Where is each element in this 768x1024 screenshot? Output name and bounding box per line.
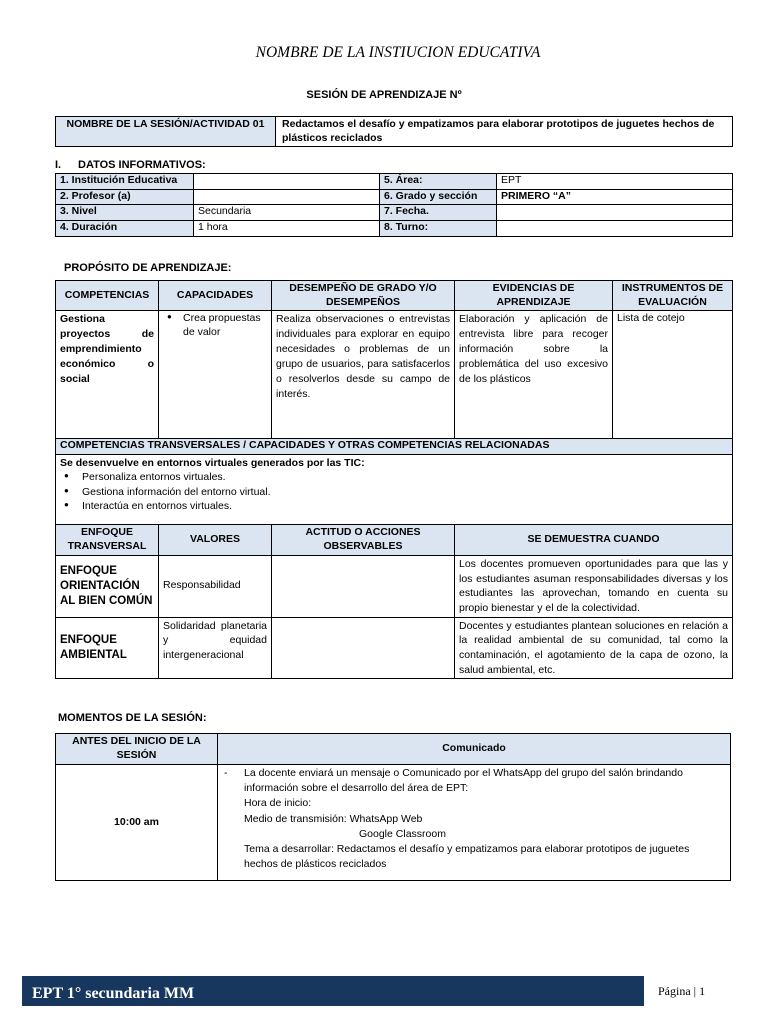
proposito-heading: PROPÓSITO DE APRENDIZAJE: xyxy=(64,262,232,274)
momentos-col2-header: Comunicado xyxy=(218,734,731,765)
momentos-heading: MOMENTOS DE LA SESIÓN: xyxy=(58,712,207,724)
datos-heading: DATOS INFORMATIVOS: xyxy=(78,159,206,171)
transversales-heading: COMPETENCIAS TRANSVERSALES / CAPACIDADES Y OTRAS COMPETENCIAS RELACIONADAS xyxy=(56,439,733,455)
momentos-hora: Hora de inicio: xyxy=(244,797,312,810)
datos-value: 1 hora xyxy=(194,220,380,236)
momentos-time: 10:00 am xyxy=(56,765,218,881)
momentos-medio: Medio de transmisión: WhatsApp Web xyxy=(244,812,423,825)
footer-label: EPT 1° secundaria MM xyxy=(32,985,195,1002)
transversal-item: ● Personaliza entornos virtuales. xyxy=(60,470,728,484)
enfoque-actitud xyxy=(272,617,455,679)
datos-label: 8. Turno: xyxy=(380,220,497,236)
datos-label: 5. Área: xyxy=(380,174,497,190)
datos-value xyxy=(194,189,380,205)
header-competencias: COMPETENCIAS xyxy=(56,281,159,311)
evidencia-cell: Elaboración y aplicación de entrevista libre para recoger información sobre la problemática del uso excesivo de los plásticos xyxy=(455,311,613,439)
momentos-line1: La docente enviará un mensaje o Comunicado por el WhatsApp del grupo del salón brindando información sobre el desarrollo del área de EPT: xyxy=(244,767,683,795)
datos-table xyxy=(55,173,733,237)
proposito-table xyxy=(55,280,733,679)
enfoque-demuestra: Los docentes promueven oportunidades para que las y los estudiantes asuman responsabilidades diversas y los estudiantes las aprovechan, tomando en cuenta su propio bienestar y el de la colectividad. xyxy=(455,555,733,617)
competencia-cell: Gestiona proyectos de emprendimiento económico o social xyxy=(56,311,159,439)
header-instrumentos: INSTRUMENTOS DE EVALUACIÓN xyxy=(613,281,733,311)
datos-label: 6. Grado y sección xyxy=(380,189,497,205)
datos-value xyxy=(194,174,380,190)
enfoque-demuestra: Docentes y estudiantes plantean soluciones en relación a la realidad ambiental de su comunidad, tal como la contaminación, el agotamiento de la capa de ozono, la salud ambiental, etc. xyxy=(455,617,733,679)
header-desempeno: DESEMPEÑO DE GRADO Y/O DESEMPEÑOS xyxy=(272,281,455,311)
page-number: Página | 1 xyxy=(658,984,706,998)
capacidad-cell xyxy=(159,311,272,439)
enfoque-name: ENFOQUE AMBIENTAL xyxy=(56,617,159,679)
header-valores: VALORES xyxy=(159,524,272,555)
enfoque-valor: Solidaridad planetaria y equidad intergeneracional xyxy=(159,617,272,679)
datos-label: 3. Nivel xyxy=(56,205,194,221)
header-actitud: ACTITUD O ACCIONES OBSERVABLES xyxy=(272,524,455,555)
desempeno-cell: Realiza observaciones o entrevistas individuales para explorar en equipo necesidades o problemas de un grupo de usuarios, para satisfacerlos o resolverlos desde su campo de interés. xyxy=(272,311,455,439)
header-enfoque: ENFOQUE TRANSVERSAL xyxy=(56,524,159,555)
momentos-tema: Tema a desarrollar: Redactamos el desafío y empatizamos para elaborar prototipos de juguetes hechos de plásticos reciclados xyxy=(244,843,690,871)
datos-value: Secundaria xyxy=(194,205,380,221)
datos-value xyxy=(497,220,733,236)
activity-label: NOMBRE DE LA SESIÓN/ACTIVIDAD 01 xyxy=(56,117,276,147)
datos-value: EPT xyxy=(497,174,733,190)
enfoque-valor: Responsabilidad xyxy=(159,555,272,617)
enfoque-actitud xyxy=(272,555,455,617)
momentos-classroom: Google Classroom xyxy=(359,827,446,840)
momentos-content xyxy=(218,765,731,881)
header-capacidades: CAPACIDADES xyxy=(159,281,272,311)
momentos-table xyxy=(55,733,731,881)
datos-heading-number: I. xyxy=(55,159,62,171)
transversal-item: ● Gestiona información del entorno virtual. xyxy=(60,485,728,499)
activity-value: Redactamos el desafío y empatizamos para elaborar prototipos de juguetes hechos de plásticos reciclados xyxy=(276,117,733,147)
capacidad-item: ● Crea propuestas de valor xyxy=(163,312,267,339)
header-evidencias: EVIDENCIAS DE APRENDIZAJE xyxy=(455,281,613,311)
datos-label: 4. Duración xyxy=(56,220,194,236)
instrumento-cell: Lista de cotejo xyxy=(613,311,733,439)
transversal-title: Se desenvuelve en entornos virtuales generados por las TIC: xyxy=(60,456,365,469)
datos-value: PRIMERO “A” xyxy=(497,189,733,205)
momentos-dash: - xyxy=(224,767,228,779)
activity-table xyxy=(55,116,733,147)
transversales-cell xyxy=(56,454,733,524)
transversal-item: ● Interactúa en entornos virtuales. xyxy=(60,499,728,513)
datos-value xyxy=(497,205,733,221)
datos-label: 1. Institución Educativa xyxy=(56,174,194,190)
header-demuestra: SE DEMUESTRA CUANDO xyxy=(455,524,733,555)
datos-label: 7. Fecha. xyxy=(380,205,497,221)
institution-title: NOMBRE DE LA INSTIUCION EDUCATIVA xyxy=(255,44,541,61)
datos-label: 2. Profesor (a) xyxy=(56,189,194,205)
enfoque-name: ENFOQUE ORIENTACIÓN AL BIEN COMÚN xyxy=(56,555,159,617)
session-title: SESIÓN DE APRENDIZAJE Nº xyxy=(306,89,462,101)
momentos-col1-header: ANTES DEL INICIO DE LA SESIÓN xyxy=(56,734,218,765)
